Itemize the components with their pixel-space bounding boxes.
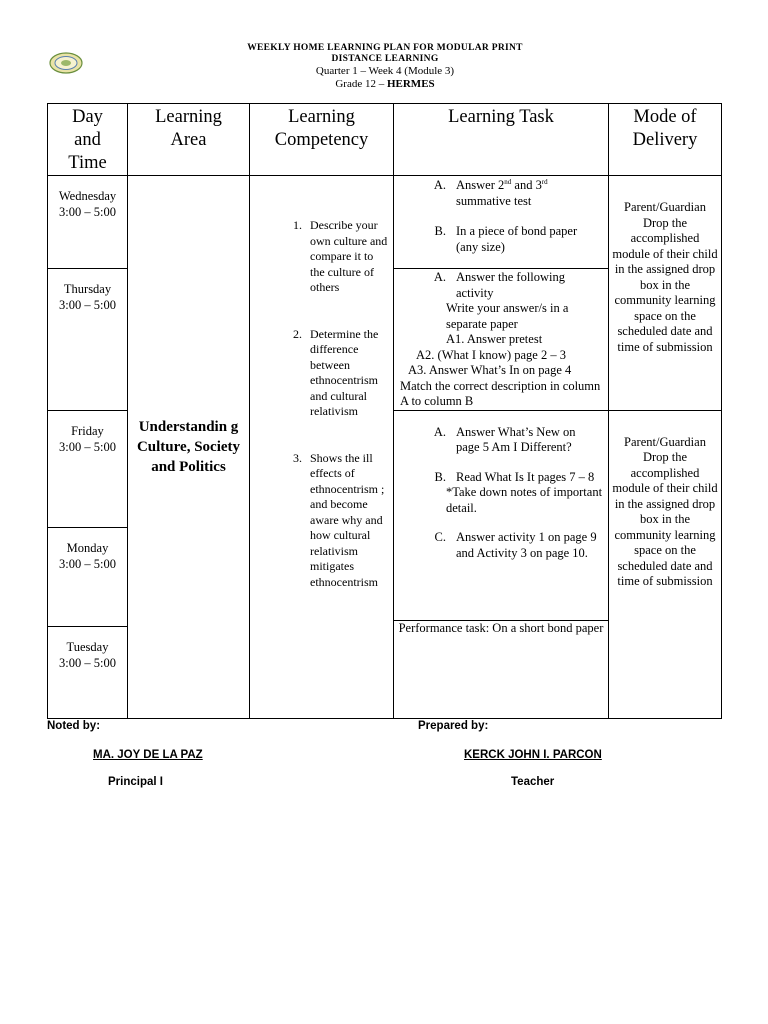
task-line: A2. (What I know) page 2 – 3 — [416, 347, 566, 362]
task-item: B. In a piece of bond paper (any size) — [434, 224, 578, 254]
table-header-row — [48, 104, 722, 176]
learning-task-cell — [394, 176, 609, 269]
task-line: A3. Answer What’s In on page 4 — [408, 363, 572, 377]
header-title: WEEKLY HOME LEARNING PLAN FOR MODULAR PRINT — [247, 43, 523, 53]
learning-area-cell: Understandin g Culture, Society and Politics — [128, 176, 250, 719]
learning-plan-table — [47, 103, 722, 719]
prepared-by-title: Teacher — [511, 776, 555, 788]
noted-by-name: MA. JOY DE LA PAZ — [93, 749, 203, 761]
column-header-learning-area: Learning Area — [128, 104, 250, 176]
task-item: B. Read What Is It pages 7 – 8 — [434, 469, 595, 484]
task-line: Write your answer/s in a separate paper — [446, 301, 569, 331]
school-seal-logo — [49, 52, 83, 74]
column-header-day-time: Day and Time — [48, 104, 128, 176]
task-item: A. Answer 2nd and 3rd summative test — [433, 177, 548, 208]
header-subtitle: DISTANCE LEARNING — [331, 54, 439, 64]
column-header-mode-of-delivery: Mode of Delivery — [609, 104, 722, 176]
task-item: A. Answer the following activity — [433, 270, 566, 300]
prepared-by-label: Prepared by: — [418, 720, 489, 732]
day-cell: Thursday 3:00 – 5:00 — [48, 269, 128, 411]
header-section: HERMES — [386, 78, 435, 90]
list-item: 3. Shows the ill effects of ethnocentrism ; and become aware why and how cultural relativism mitigates ethnocentrism — [293, 450, 385, 589]
column-header-learning-task: Learning Task — [394, 104, 609, 176]
task-line: *Take down notes of important detail. — [446, 485, 603, 515]
document-header — [180, 43, 590, 91]
learning-task-cell — [394, 410, 609, 718]
competency-list — [250, 218, 393, 590]
table-row — [48, 176, 722, 269]
day-cell: Monday 3:00 – 5:00 — [48, 527, 128, 626]
day-cell: Wednesday 3:00 – 5:00 — [48, 176, 128, 269]
header-quarter: Quarter 1 – Week 4 (Module 3) — [315, 65, 455, 77]
task-line: Match the correct description in column A to column B — [400, 378, 601, 408]
delivery-cell: Parent/Guardian Drop the accomplished module of their child in the assigned drop box in the community learning space on the scheduled date and time of submission — [609, 176, 722, 411]
list-item: 2. Determine the difference between ethnocentrism and cultural relativism — [293, 326, 379, 418]
learning-competency-cell — [250, 176, 394, 719]
list-item: 1. Describe your own culture and compare it to the culture of others — [293, 218, 388, 294]
day-cell: Tuesday 3:00 – 5:00 — [48, 626, 128, 718]
noted-by-title: Principal I — [108, 776, 163, 788]
delivery-cell: Parent/Guardian Drop the accomplished module of their child in the assigned drop box in the community learning space on the scheduled date and time of submission — [609, 410, 722, 718]
performance-task: Performance task: On a short bond paper — [398, 621, 604, 635]
header-grade: Grade 12 – HERMES — [335, 78, 435, 90]
task-item: C. Answer activity 1 on page 9 and Activity 3 on page 10. — [434, 530, 597, 560]
task-item: A. Answer What’s New on page 5 Am I Different? — [433, 424, 576, 454]
task-line: A1. Answer pretest — [446, 332, 543, 346]
learning-task-cell — [394, 269, 609, 411]
noted-by-label: Noted by: — [47, 720, 101, 732]
column-header-learning-competency: Learning Competency — [250, 104, 394, 176]
prepared-by-name: KERCK JOHN I. PARCON — [464, 749, 602, 761]
day-cell: Friday 3:00 – 5:00 — [48, 410, 128, 527]
